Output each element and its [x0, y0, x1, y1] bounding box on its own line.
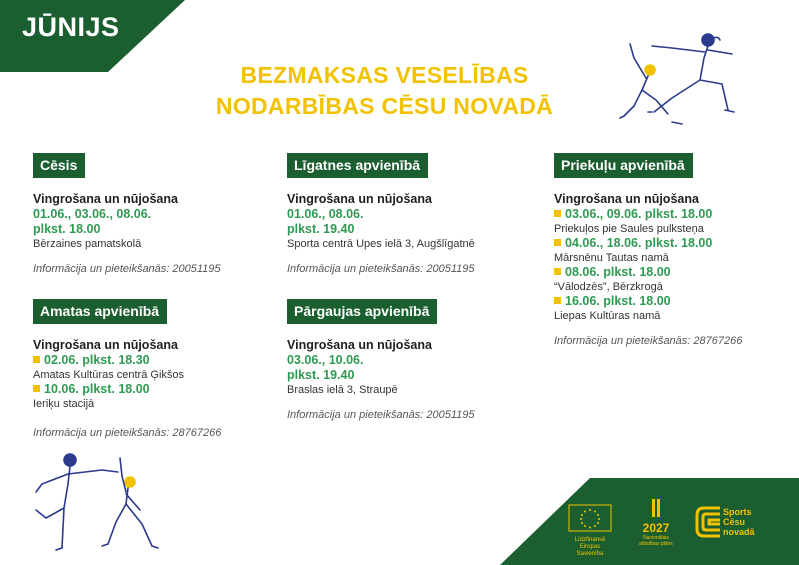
bullet-icon [554, 297, 561, 304]
venue: Sporta centrā Upes ielā 3, Augšlīgatnē [287, 238, 475, 250]
bullet-icon [554, 210, 561, 217]
schedule-item: 16.06. plkst. 18.00 [554, 294, 742, 309]
dates: 03.06., 10.06. [287, 353, 364, 367]
nap-2027-logo [636, 499, 676, 547]
contact-info: Informācija un pieteikšanās: 20051195 [33, 263, 221, 275]
time: plkst. 19.40 [287, 222, 355, 236]
section-priekuli [554, 153, 742, 347]
section-title-amata: Amatas apvienībā [33, 299, 167, 324]
page-title [212, 60, 557, 122]
venue: Braslas ielā 3, Straupē [287, 384, 398, 396]
sports-line-1: Sports [723, 507, 752, 517]
schedule-item: 03.06., 09.06. plkst. 18.00 [554, 207, 742, 222]
schedule-item: 04.06., 18.06. plkst. 18.00 [554, 236, 742, 251]
venue: Bērzaines pamatskolā [33, 238, 142, 250]
bullet-icon [33, 385, 40, 392]
bullet-icon [33, 356, 40, 363]
title-line-1: BEZMAKSAS VESELĪBAS [240, 62, 529, 88]
section-amata [33, 299, 221, 439]
nap-caption: Nacionālais attīstības plāns [639, 535, 673, 547]
activity-name: Vingrošana un nūjošana [554, 192, 699, 206]
nap-bars-icon [646, 499, 666, 517]
nap-year: 2027 [642, 521, 670, 535]
section-title-ligatne: Līgatnes apvienībā [287, 153, 428, 178]
venue: Amatas Kultūras centrā Ģikšos [33, 369, 185, 381]
venue: Priekuļos pie Saules pulksteņa [554, 223, 704, 235]
contact-info: Informācija un pieteikšanās: 20051195 [287, 263, 475, 275]
contact-info: Informācija un pieteikšanās: 28767266 [33, 427, 222, 439]
venue: Ieriķu stacijā [33, 398, 95, 410]
schedule-item: 02.06. plkst. 18.30 [33, 353, 221, 368]
section-title-cesis: Cēsis [33, 153, 85, 178]
title-line-2: NODARBĪBAS CĒSU NOVADĀ [215, 93, 554, 119]
time: plkst. 18.00 [33, 222, 101, 236]
section-ligatne [287, 153, 475, 275]
contact-info: Informācija un pieteikšanās: 28767266 [554, 335, 743, 347]
activity-name: Vingrošana un nūjošana [33, 338, 178, 352]
activity-name: Vingrošana un nūjošana [287, 338, 432, 352]
section-title-pargauja: Pārgaujas apvienībā [287, 299, 437, 324]
dates: 01.06., 08.06. [287, 207, 364, 221]
eu-caption-2: Eiropas Savienība [576, 544, 604, 557]
sports-c-icon [694, 505, 722, 539]
venue: Liepas Kultūras namā [554, 310, 661, 322]
month-label: JŪNIJS [22, 12, 120, 42]
yoga-figures-bottom-illustration [22, 448, 167, 560]
venue: “Vālodzēs”, Bērzkrogā [554, 281, 663, 293]
sports-cesu-novada-logo [694, 505, 766, 541]
eu-flag-icon [568, 504, 612, 532]
sports-line-2: Cēsu [723, 517, 746, 527]
contact-info: Informācija un pieteikšanās: 20051195 [287, 409, 475, 421]
schedule-item: 08.06. plkst. 18.00 [554, 265, 742, 280]
yoga-figures-top-illustration [612, 28, 742, 136]
schedule-item: 10.06. plkst. 18.00 [33, 382, 221, 397]
dates: 01.06., 03.06., 08.06. [33, 207, 152, 221]
section-cesis [33, 153, 221, 275]
bullet-icon [554, 268, 561, 275]
bullet-icon [554, 239, 561, 246]
section-title-priekuli: Priekuļu apvienībā [554, 153, 693, 178]
eu-caption-1: Līdzfinansē [574, 537, 606, 543]
activity-name: Vingrošana un nūjošana [33, 192, 178, 206]
venue: Mārsnēnu Tautas namā [554, 252, 669, 264]
eu-logo [568, 504, 612, 558]
sports-line-3: novadā [723, 527, 755, 537]
section-pargauja [287, 299, 475, 421]
time: plkst. 19.40 [287, 368, 355, 382]
activity-name: Vingrošana un nūjošana [287, 192, 432, 206]
